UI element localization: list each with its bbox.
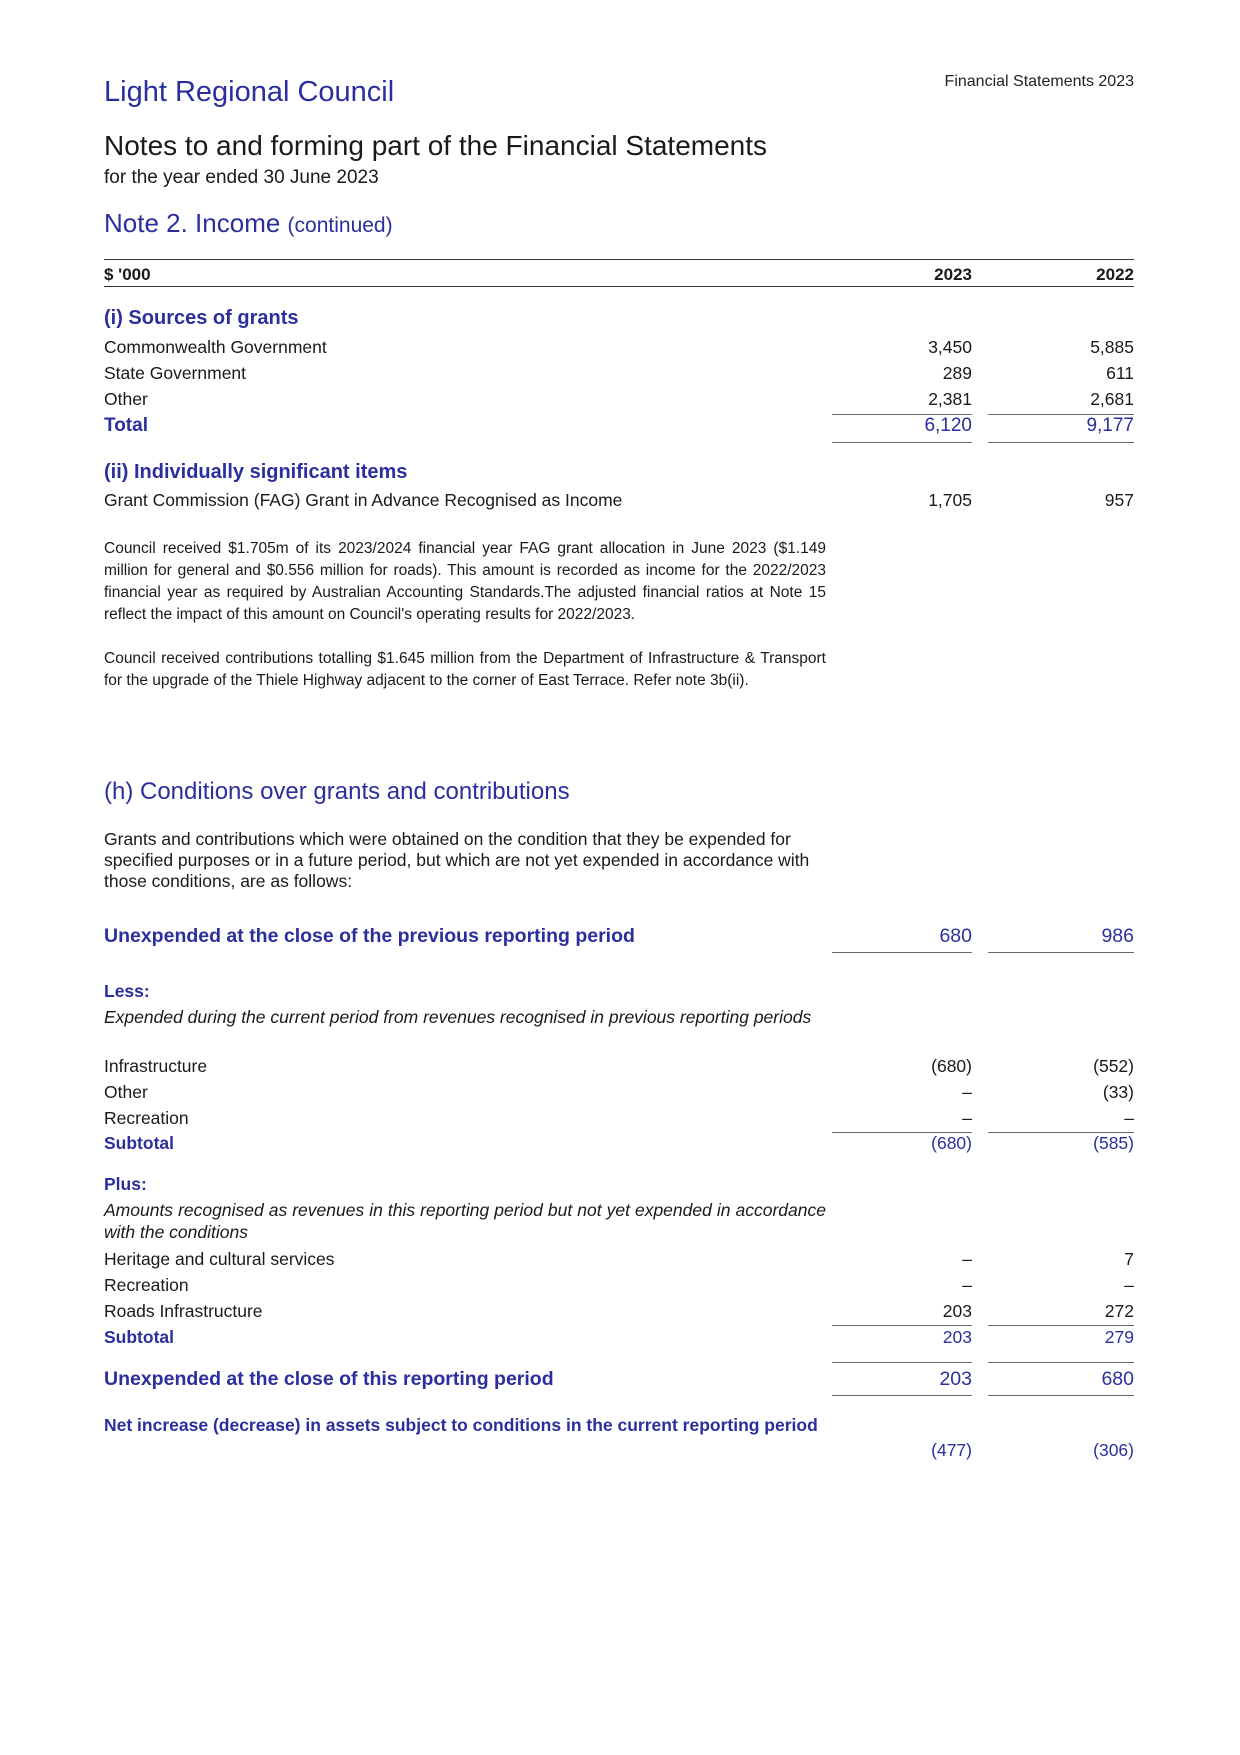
plus-subtotal-rule-2022 bbox=[988, 1325, 1134, 1326]
row-label: State Government bbox=[104, 363, 247, 383]
sources-heading: (i) Sources of grants bbox=[104, 307, 299, 329]
value-2022: (33) bbox=[1102, 1082, 1134, 1102]
note-continued: (continued) bbox=[287, 214, 393, 237]
year-2023-header: 2023 bbox=[934, 265, 972, 284]
value-2022: 957 bbox=[1104, 490, 1134, 510]
closing-top-rule-2022 bbox=[988, 1362, 1134, 1363]
row-label: Grant Commission (FAG) Grant in Advance Recognised as Income bbox=[104, 490, 623, 510]
table-header-bottom-rule bbox=[104, 286, 1134, 287]
opening-underline-2022 bbox=[988, 952, 1134, 953]
row-label: Recreation bbox=[104, 1108, 189, 1128]
total-underline-2022 bbox=[988, 442, 1134, 443]
value-2023: – bbox=[962, 1108, 972, 1128]
page-subtitle: for the year ended 30 June 2023 bbox=[104, 167, 379, 188]
table-row bbox=[0, 1082, 1240, 1106]
total-underline-2023 bbox=[832, 442, 972, 443]
page-title: Notes to and forming part of the Financial Statements bbox=[104, 130, 768, 161]
less-description: Expended during the current period from revenues recognised in previous reporting periods bbox=[104, 1007, 812, 1027]
value-2023: 2,381 bbox=[928, 389, 972, 409]
note-title: Note 2. Income bbox=[104, 208, 281, 238]
plus-heading: Plus: bbox=[104, 1174, 147, 1194]
table-row bbox=[0, 1108, 1240, 1132]
opening-2023: 680 bbox=[939, 925, 972, 947]
value-2023: – bbox=[962, 1082, 972, 1102]
net-change-label: Net increase (decrease) in assets subject to conditions in the current reporting period bbox=[104, 1415, 818, 1435]
less-heading: Less: bbox=[104, 981, 150, 1001]
table-row bbox=[0, 337, 1240, 361]
closing-balance-row bbox=[0, 1368, 1240, 1392]
row-label: Other bbox=[104, 1082, 148, 1102]
row-label: Other bbox=[104, 389, 148, 409]
table-row bbox=[0, 1056, 1240, 1080]
row-label: Heritage and cultural services bbox=[104, 1249, 335, 1269]
total-2022: 9,177 bbox=[1086, 415, 1134, 436]
value-2023: – bbox=[962, 1275, 972, 1295]
table-row bbox=[0, 1301, 1240, 1325]
value-2022: – bbox=[1124, 1108, 1134, 1128]
opening-balance-row bbox=[0, 925, 1240, 949]
subtotal-2023: 203 bbox=[942, 1327, 972, 1347]
table-row bbox=[0, 1249, 1240, 1273]
row-label: Roads Infrastructure bbox=[104, 1301, 263, 1321]
organisation-name: Light Regional Council bbox=[104, 76, 395, 108]
value-2022: 272 bbox=[1104, 1301, 1134, 1321]
net-change-row bbox=[0, 1440, 1240, 1464]
opening-label: Unexpended at the close of the previous reporting period bbox=[104, 925, 635, 947]
value-2022: (552) bbox=[1093, 1056, 1134, 1076]
value-2023: 203 bbox=[942, 1301, 972, 1321]
value-2023: 1,705 bbox=[928, 490, 972, 510]
value-2022: 2,681 bbox=[1090, 389, 1134, 409]
less-heading-row bbox=[0, 981, 1240, 1005]
total-2023: 6,120 bbox=[924, 415, 972, 436]
net-2022: (306) bbox=[1093, 1440, 1134, 1460]
closing-2023: 203 bbox=[939, 1368, 972, 1390]
opening-2022: 986 bbox=[1101, 925, 1134, 947]
value-2022: 7 bbox=[1124, 1249, 1134, 1269]
value-2022: 611 bbox=[1106, 363, 1134, 383]
closing-2022: 680 bbox=[1101, 1368, 1134, 1390]
closing-label: Unexpended at the close of this reporting period bbox=[104, 1368, 554, 1390]
value-2022: – bbox=[1124, 1275, 1134, 1295]
contributions-paragraph: Council received contributions totalling $1.645 million from the Department of Infrastructure & Transport for the upgrade of the Thiele Highway adjacent to the corner of East Terrace. Refer note 3b(ii). bbox=[104, 650, 826, 689]
table-row bbox=[0, 1275, 1240, 1299]
year-2022-header: 2022 bbox=[1096, 265, 1134, 284]
opening-underline-2023 bbox=[832, 952, 972, 953]
subtotal-2023: (680) bbox=[931, 1133, 972, 1153]
significant-heading: (ii) Individually significant items bbox=[104, 461, 408, 483]
plus-heading-row bbox=[0, 1174, 1240, 1198]
row-label: Infrastructure bbox=[104, 1056, 208, 1076]
plus-subtotal-rule-2023 bbox=[832, 1325, 972, 1326]
section-heading-sources bbox=[0, 307, 1240, 331]
net-2023: (477) bbox=[931, 1440, 972, 1460]
value-2023: – bbox=[962, 1249, 972, 1269]
value-2023: (680) bbox=[931, 1056, 972, 1076]
closing-underline-2022 bbox=[988, 1395, 1134, 1396]
plus-subtotal-row bbox=[0, 1327, 1240, 1351]
fag-explanation-paragraph: Council received $1.705m of its 2023/2024 financial year FAG grant allocation in June 2023 ($1.149 million for general and $0.556 million for roads). This amount is recorded as income for the 2022/2023 financial year as required by Australian Accounting Standards.The adjusted financial ratios at Note 15 reflect the impact of this amount on Council's operating results for 2022/2023. bbox=[104, 540, 826, 623]
subtotal-2022: (585) bbox=[1093, 1133, 1134, 1153]
row-label: Commonwealth Government bbox=[104, 337, 327, 357]
table-row bbox=[0, 363, 1240, 387]
value-2023: 3,450 bbox=[928, 337, 972, 357]
section-heading-significant bbox=[0, 461, 1240, 485]
row-label: Recreation bbox=[104, 1275, 189, 1295]
note-heading bbox=[104, 208, 393, 239]
total-row bbox=[0, 415, 1240, 439]
closing-underline-2023 bbox=[832, 1395, 972, 1396]
table-row bbox=[0, 389, 1240, 413]
subtotal-2022: 279 bbox=[1104, 1327, 1134, 1347]
table-row bbox=[0, 490, 1240, 514]
subtotal-label: Subtotal bbox=[104, 1133, 174, 1153]
document-label: Financial Statements 2023 bbox=[944, 73, 1134, 90]
conditions-heading: (h) Conditions over grants and contributions bbox=[104, 778, 570, 805]
closing-top-rule-2023 bbox=[832, 1362, 972, 1363]
total-label: Total bbox=[104, 415, 148, 436]
subtotal-label: Subtotal bbox=[104, 1327, 174, 1347]
less-subtotal-row bbox=[0, 1133, 1240, 1157]
value-2023: 289 bbox=[942, 363, 972, 383]
plus-description: Amounts recognised as revenues in this reporting period but not yet expended in accordance with the conditions bbox=[104, 1200, 826, 1242]
table-header-top-rule bbox=[104, 259, 1134, 260]
value-2022: 5,885 bbox=[1090, 337, 1134, 357]
conditions-intro: Grants and contributions which were obtained on the condition that they be expended for specified purposes or in a future period, but which are not yet expended in accordance with those conditions, are as follows: bbox=[104, 829, 810, 891]
unit-header: $ '000 bbox=[104, 265, 151, 284]
